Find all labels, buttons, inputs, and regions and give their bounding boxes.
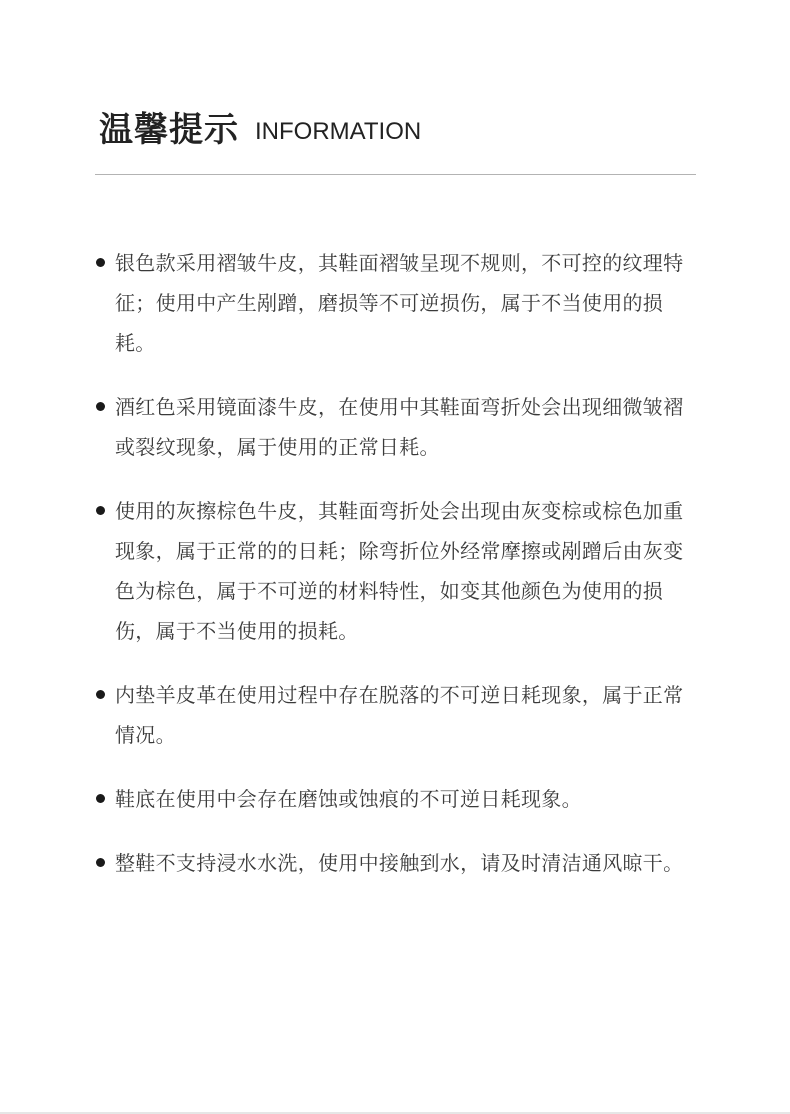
notice-item-insole xyxy=(96,675,696,755)
notice-list xyxy=(96,243,696,907)
bullet-dot-icon xyxy=(96,402,105,411)
notice-item-wine-red xyxy=(96,387,696,467)
notice-item-washing xyxy=(96,843,696,883)
bullet-dot-icon xyxy=(96,506,105,515)
bullet-dot-icon xyxy=(96,794,105,803)
section-header xyxy=(99,100,699,150)
notice-item-silver xyxy=(96,243,696,363)
notice-text: 鞋底在使用中会存在磨蚀或蚀痕的不可逆日耗现象。 xyxy=(115,787,582,811)
notice-text: 银色款采用褶皱牛皮，其鞋面褶皱呈现不规则，不可控的纹理特征；使用中产生剐蹭，磨损等不可逆损伤，属于不当使用的损耗。 xyxy=(115,251,684,355)
bullet-dot-icon xyxy=(96,258,105,267)
notice-text: 酒红色采用镜面漆牛皮，在使用中其鞋面弯折处会出现细微皱褶或裂纹现象，属于使用的正常日耗。 xyxy=(115,395,684,459)
notice-text: 内垫羊皮革在使用过程中存在脱落的不可逆日耗现象，属于正常情况。 xyxy=(115,683,684,747)
page-subtitle: INFORMATION xyxy=(255,118,422,145)
bullet-dot-icon xyxy=(96,690,105,699)
notice-text: 整鞋不支持浸水水洗，使用中接触到水，请及时清洁通风晾干。 xyxy=(115,851,684,875)
page-title: 温馨提示 xyxy=(99,110,239,150)
header-divider xyxy=(95,174,696,175)
bullet-dot-icon xyxy=(96,858,105,867)
notice-text: 使用的灰擦棕色牛皮，其鞋面弯折处会出现由灰变棕或棕色加重现象，属于正常的的日耗；除弯折位外经常摩擦或剐蹭后由灰变色为棕色，属于不可逆的材料特性，如变其他颜色为使用的损伤，属于不当使用的损耗。 xyxy=(115,499,684,643)
notice-item-sole xyxy=(96,779,696,819)
notice-item-grey-brown xyxy=(96,491,696,651)
